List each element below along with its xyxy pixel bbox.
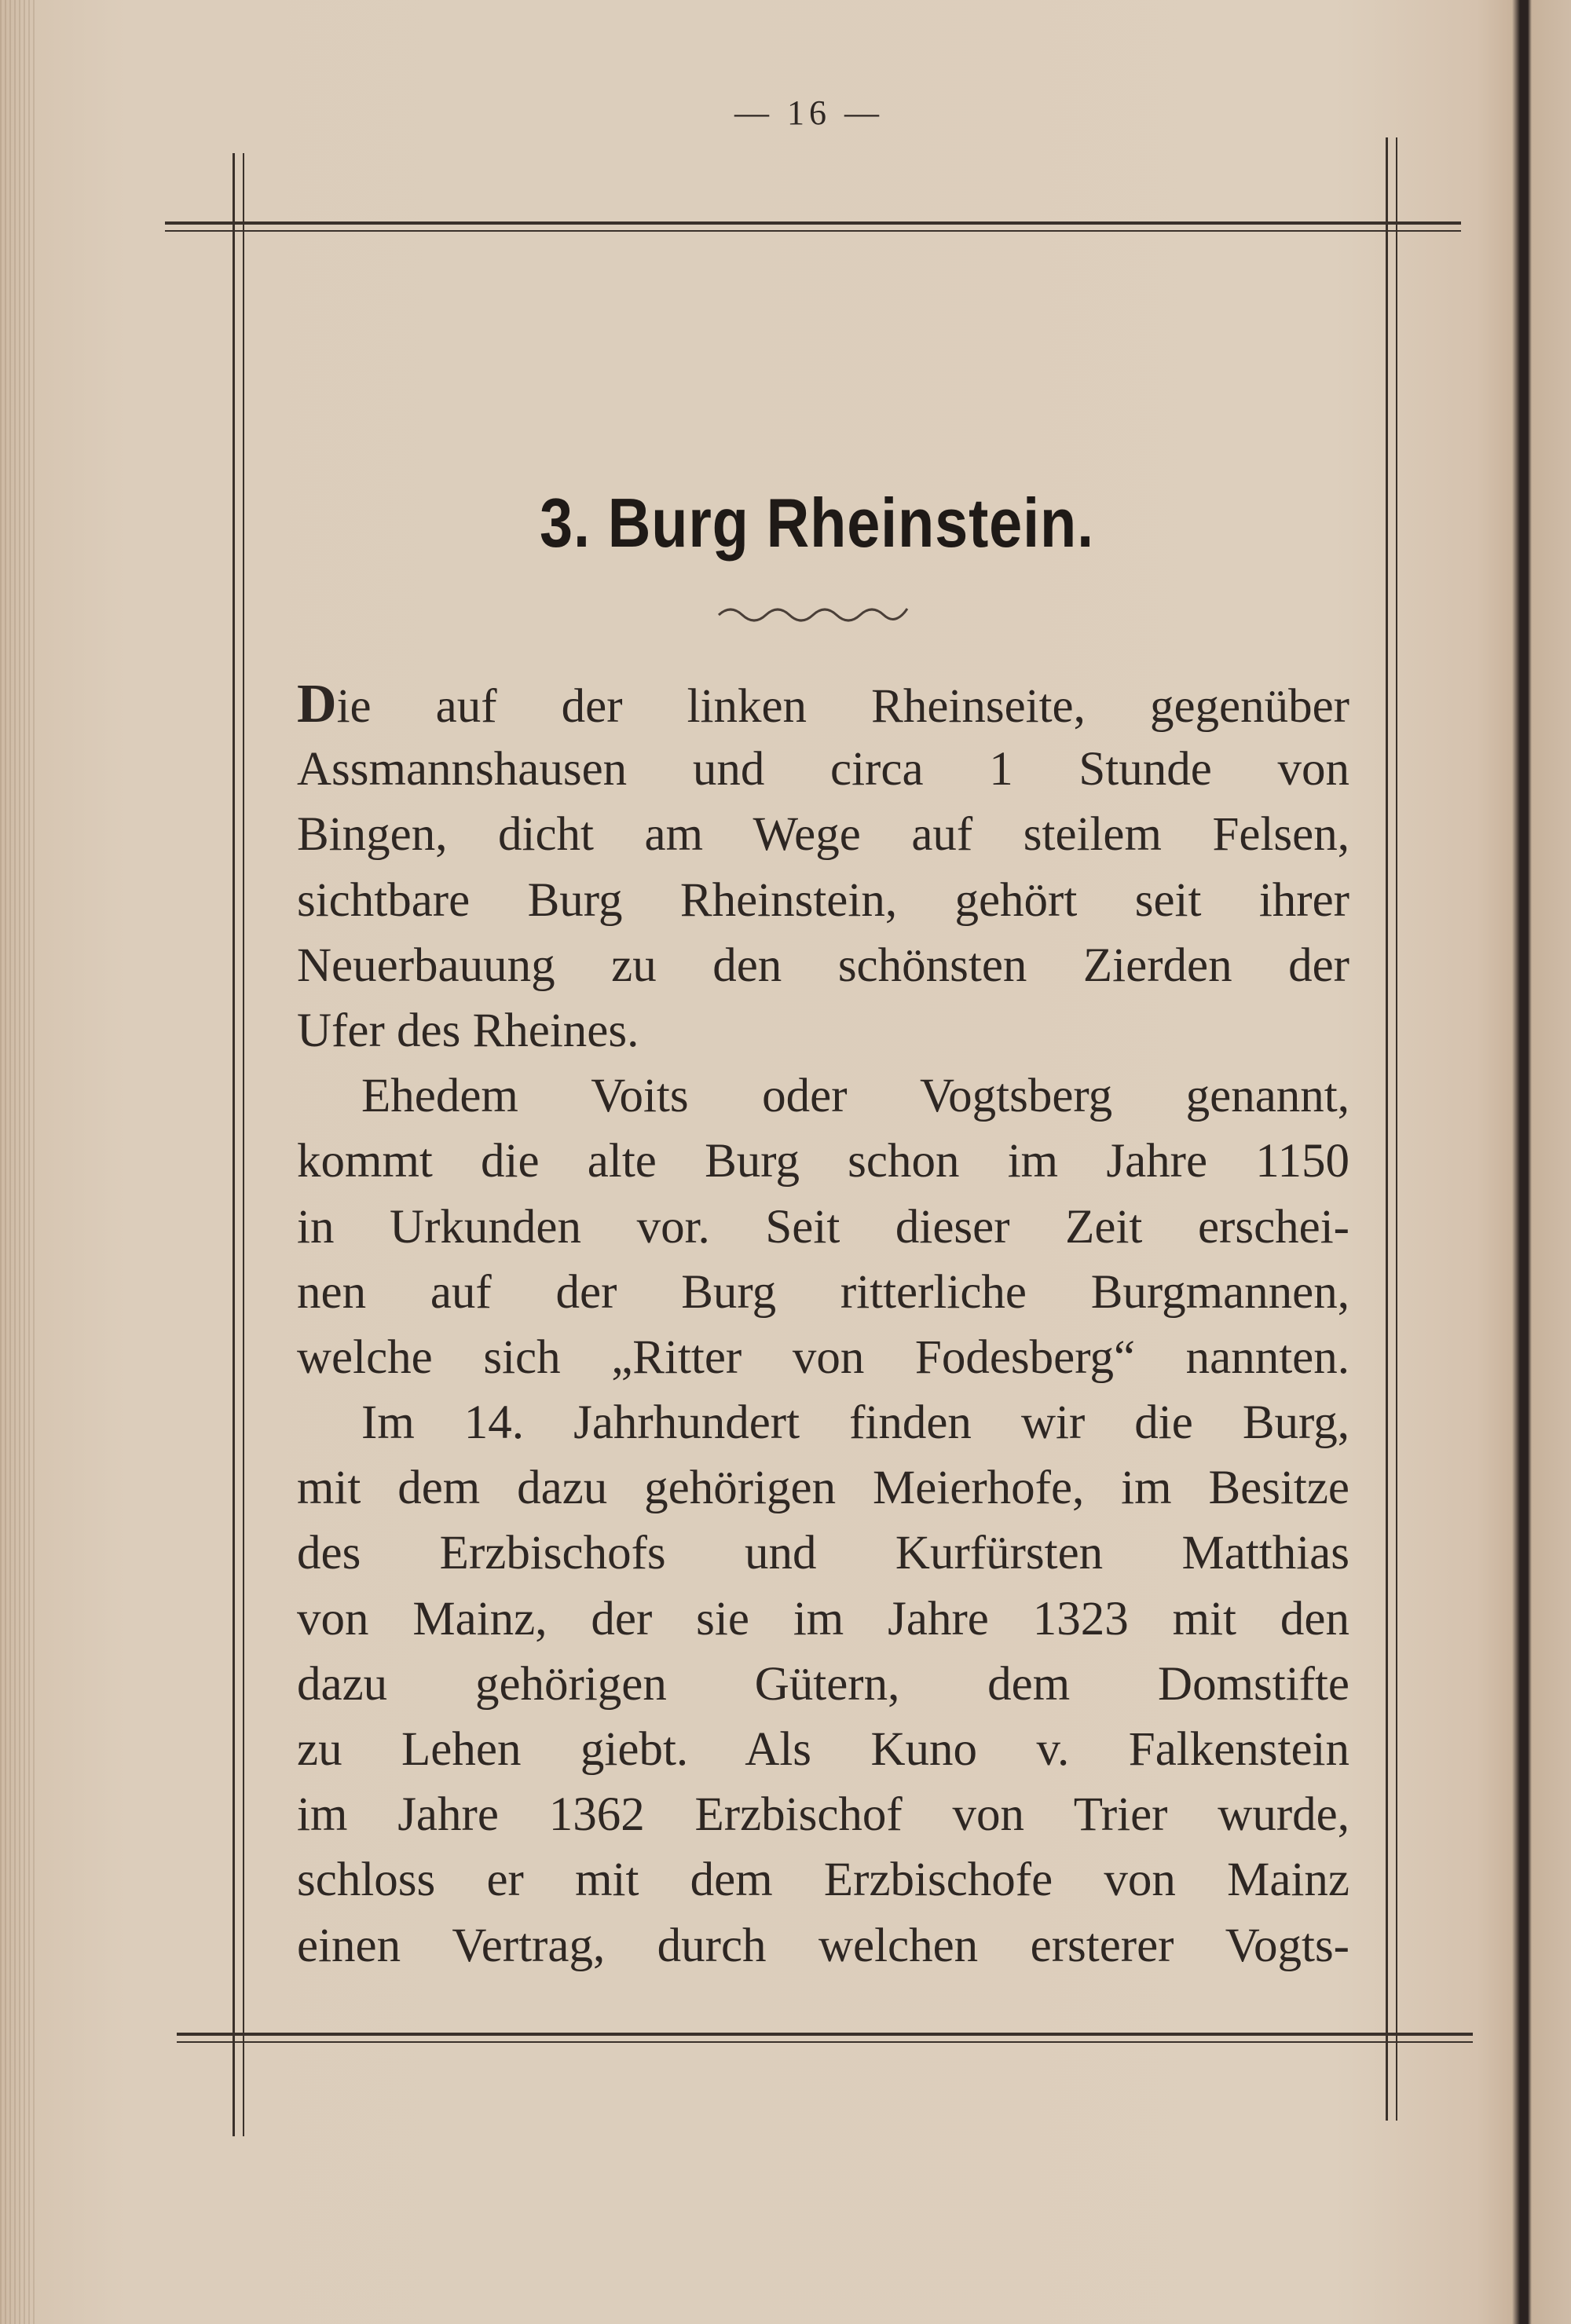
text-line: zu Lehen giebt. Als Kuno v. Falkenstein [297,1723,1349,1776]
frame-right-rule [1386,137,1388,2121]
frame-top-rule-inner [165,230,1461,232]
page-edge-stack [0,0,36,2324]
text-line: Im 14. Jahrhundert finden wir die Burg, [361,1396,1349,1450]
paragraph-2 [297,1063,1349,1978]
text-line: dazu gehörigen Gütern, dem Domstifte [297,1657,1349,1711]
frame-bottom-rule-inner [177,2041,1473,2043]
text-line: schloss er mit dem Erzbischofe von Mainz [297,1854,1349,1907]
frame-left-rule-inner [243,153,244,2136]
frame-top-rule [165,221,1461,225]
frame-bottom-rule [177,2033,1473,2036]
text-line: einen Vertrag, durch welchen ersterer Vogts- [297,1919,1349,1972]
chapter-title: 3. Burg Rheinstein. [540,484,1094,562]
text-line [297,672,1349,737]
text-line-content: ie auf der linken Rheinseite, gegenüber [336,680,1349,733]
text-line: Assmannshausen und circa 1 Stunde von [297,743,1349,796]
body-text [297,672,1349,1978]
frame-right-rule-inner [1396,137,1397,2121]
text-line: Bingen, dicht am Wege auf steilem Felsen, [297,808,1349,862]
text-line: in Urkunden vor. Seit dieser Zeit erschei- [297,1200,1349,1253]
frame-left-rule [233,153,235,2136]
text-line: sichtbare Burg Rheinstein, gehört seit ihrer [297,873,1349,927]
text-line: von Mainz, der sie im Jahre 1323 mit den [297,1592,1349,1645]
paragraph-1 [297,672,1349,1063]
text-line: im Jahre 1362 Erzbischof von Trier wurde, [297,1788,1349,1842]
text-line: Ehedem Voits oder Vogtsberg genannt, [361,1070,1349,1123]
drop-cap: D [297,674,337,734]
text-line: nen auf der Burg ritterliche Burgmannen, [297,1265,1349,1319]
text-line: kommt die alte Burg schon im Jahre 1150 [297,1135,1349,1188]
text-line: welche sich „Ritter von Fodesberg“ nannten. [297,1330,1349,1384]
text-line: Neuerbauung zu den schönsten Zierden der [297,939,1349,992]
text-line: mit dem dazu gehörigen Meierhofe, im Besitze [297,1462,1349,1515]
wavy-ornament [715,601,911,624]
text-line: Ufer des Rheines. [297,1004,639,1057]
text-line: des Erzbischofs und Kurfürsten Matthias [297,1527,1349,1580]
page-number: — 16 — [734,93,884,132]
